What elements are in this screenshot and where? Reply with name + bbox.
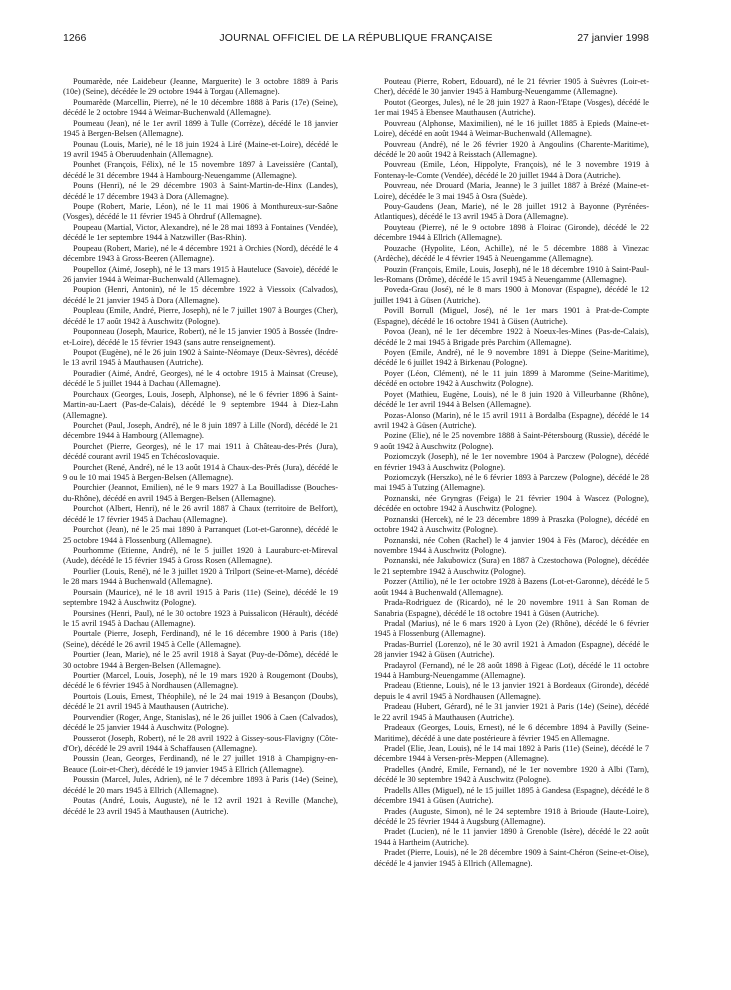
death-record-entry: Pozine (Elie), né le 25 novembre 1888 à Saint-Pétersbourg (Russie), décédé le 9 août 1942 à Auschwitz (Pologne). [374,431,649,451]
journal-title: JOURNAL OFFICIEL DE LA RÉPUBLIQUE FRANÇAISE [219,32,493,44]
death-record-entry: Poveda-Grau (José), né le 8 mars 1900 à Monovar (Espagne), décédé le 12 juillet 1941 à Güsen (Autriche). [374,285,649,305]
death-record-entry: Pouns (Henri), né le 29 décembre 1903 à Saint-Martin-de-Hinx (Landes), décédé le 17 décembre 1943 à Dora (Allemagne). [63,181,338,201]
page-number: 1266 [63,32,87,44]
death-record-entry: Pouzache (Hypolite, Léon, Achille), né le 5 décembre 1888 à Vinezac (Ardèche), décédé le 4 février 1945 à Neuengamme (Allemagne). [374,243,649,264]
death-record-entry: Pozas-Alonso (Marin), né le 15 avril 1911 à Bordalba (Espagne), décédé le 14 avril 1942 à Güsen (Autriche). [374,410,649,430]
death-record-entry: Pouyteau (Pierre), né le 9 octobre 1898 à Floirac (Gironde), décédé le 22 décembre 1944 à Ellrich (Allemagne). [374,222,649,243]
death-record-entry: Prades (Auguste, Simon), né le 24 septembre 1918 à Brioude (Haute-Loire), décédé le 25 février 1944 à Augsburg (Allemagne). [374,806,649,826]
page-header [63,32,649,48]
right-column [374,77,649,869]
death-record-entry: Poumarède (Marcellin, Pierre), né le 10 décembre 1888 à Paris (17e) (Seine), décédé le 2 octobre 1944 à Weimar-Buchenwald (Allemagne). [63,97,338,118]
death-record-entry: Poziomczyk (Joseph), né le 1er novembre 1904 à Parczew (Pologne), décédé en février 1943 à Auschwitz (Pologne). [374,452,649,472]
death-record-entry: Pounhet (François, Félix), né le 15 novembre 1897 à Laveissière (Cantal), décédé le 31 décembre 1944 à Hambourg-Neuengamme (Allemagne). [63,160,338,180]
death-record-entry: Poupion (Henri, Antonin), né le 15 décembre 1922 à Viessoix (Calvados), décédé le 21 janvier 1945 à Dora (Allemagne). [63,285,338,305]
death-record-entry: Pouzin (François, Emile, Louis, Joseph), né le 18 décembre 1910 à Saint-Paul-les-Romans (Drôme), décédé le 15 avril 1945 à Neuengamme (Allemagne). [374,264,649,285]
death-record-entry: Pousserot (Joseph, Robert), né le 28 avril 1922 à Gissey-sous-Flavigny (Côte-d'Or), décédé le 29 avril 1944 à Schaffausen (Allemagne). [63,733,338,753]
death-record-entry: Pouteau (Pierre, Robert, Edouard), né le 21 février 1905 à Suèvres (Loir-et-Cher), décédé le 30 janvier 1945 à Hamburg-Neuengamme (Allemagne). [374,77,649,97]
death-record-entry: Pouponneau (Joseph, Maurice, Robert), né le 15 janvier 1905 à Bossée (Indre-et-Loire), décédé le 15 février 1943 (sans autre renseignement). [63,327,338,347]
death-record-entry: Poussin (Marcel, Jules, Adrien), né le 7 décembre 1893 à Paris (14e) (Seine), décédé le 20 mars 1945 à Ellrich (Allemagne). [63,775,338,795]
death-record-entry: Pounau (Louis, Marie), né le 18 juin 1924 à Liré (Maine-et-Loire), décédé le 19 avril 1945 à Oberuudenhain (Allemagne). [63,139,338,159]
death-record-entry: Pourlier (Louis, René), né le 3 juillet 1920 à Trilport (Seine-et-Marne), décédé le 28 mars 1944 à Buchenwald (Allemagne). [63,566,338,587]
death-record-entry: Pradel (Elie, Jean, Louis), né le 14 mai 1892 à Paris (11e) (Seine), décédé le 7 décembre 1944 à Versen-près-Meppen (Allemagne). [374,744,649,764]
death-record-entry: Pradells Alles (Miguel), né le 15 juillet 1895 à Gandesa (Espagne), décédé le 8 décembre 1941 à Güsen (Autriche). [374,785,649,806]
death-record-entry: Pradeau (Hubert, Gérard), né le 31 janvier 1921 à Paris (14e) (Seine), décédé le 22 avril 1945 à Mauthausen (Autriche). [374,702,649,722]
death-record-entry: Pouy-Gaudens (Jean, Marie), né le 28 juillet 1912 à Bayonne (Pyrénées-Atlantiques), décédé le 13 avril 1945 à Dora (Allemagne). [374,202,649,222]
death-record-entry: Prada-Rodriguez de (Ricardo), né le 20 novembre 1911 à San Roman de Sanabria (Espagne), décédé le 18 octobre 1941 à Güsen (Autriche). [374,598,649,618]
death-record-entry: Povoa (Jean), né le 1er décembre 1922 à Noeux-les-Mines (Pas-de-Calais), décédé le 2 mai 1945 à Brigade près Parchim (Allemagne). [374,327,649,347]
death-record-entry: Poumeau (Jean), né le 1er avril 1899 à Tulle (Corrèze), décédé le 18 janvier 1945 à Bergen-Belsen (Allemagne). [63,118,338,139]
death-record-entry: Pourtier (Jean, Marie), né le 25 avril 1918 à Sayat (Puy-de-Dôme), décédé le 30 octobre 1944 à Bergen-Belsen (Allemagne). [63,650,338,670]
death-record-entry: Pouvreau (Alphonse, Maximilien), né le 16 juillet 1885 à Epieds (Maine-et-Loire), décédé en août 1944 à Weimar-Buchenwald (Allemagne). [374,118,649,139]
death-record-entry: Pradet (Lucien), né le 11 janvier 1890 à Grenoble (Isère), décédé le 22 août 1944 à Hartheim (Autriche). [374,827,649,847]
death-record-entry: Pouvreau (André), né le 26 février 1920 à Angoulins (Charente-Maritime), décédé le 20 août 1942 à Reisstach (Allemagne). [374,139,649,159]
death-record-entry: Pourtale (Pierre, Joseph, Ferdinand), né le 16 décembre 1900 à Paris (18e) (Seine), décédé le 26 avril 1945 à Celle (Allemagne). [63,629,338,649]
death-record-entry: Pradelles (André, Emile, Fernand), né le 1er novembre 1920 à Albi (Tarn), décédé le 30 septembre 1942 à Auschwitz (Pologne). [374,764,649,785]
death-record-entry: Pourchet (Pierre, Georges), né le 17 mai 1911 à Château-des-Prés (Jura), décédé courant avril 1945 en Tchécoslovaquie. [63,441,338,462]
death-record-entry: Pradas-Burriel (Lorenzo), né le 30 avril 1921 à Amadon (Espagne), décédé le 28 janvier 1942 à Güsen (Autriche). [374,639,649,660]
death-record-entry: Poupleau (Emile, André, Pierre, Joseph), né le 7 juillet 1907 à Bourges (Cher), décédé le 17 août 1942 à Auschwitz (Pologne). [63,306,338,326]
death-record-entry: Poziomczyk (Herszko), né le 6 février 1893 à Parczew (Pologne), décédé le 28 mai 1945 à Tutzing (Allemagne). [374,473,649,493]
death-record-entry: Poutot (Georges, Jules), né le 28 juin 1927 à Raon-l'Etape (Vosges), décédé le 1er mai 1945 à Ebensee Mauthausen (Autriche). [374,97,649,118]
death-record-entry: Poyer (Léon, Clément), né le 11 juin 1899 à Maromme (Seine-Maritime), décédé en octobre 1942 à Auschwitz (Pologne). [374,368,649,389]
death-record-entry: Pradet (Pierre, Louis), né le 28 décembre 1909 à Saint-Chéron (Seine-et-Oise), décédé le 4 janvier 1945 à Ellrich (Allemagne). [374,848,649,868]
death-record-entry: Poyet (Mathieu, Eugène, Louis), né le 8 juin 1920 à Villeurbanne (Rhône), décédé le 1er avril 1944 à Belsen (Allemagne). [374,389,649,410]
death-record-entry: Pourtier (Marcel, Louis, Joseph), né le 19 mars 1920 à Rougemont (Doubs), décédé le 6 février 1945 à Nordhausen (Allemagne). [63,671,338,691]
death-record-entry: Povill Borrull (Miguel, José), né le 1er mars 1901 à Prat-de-Compte (Espagne), décédé le 16 octobre 1941 à Güsen (Autriche). [374,306,649,326]
death-record-entry: Poumarède, née Laidebeur (Jeanne, Marguerite) le 3 octobre 1889 à Paris (10e) (Seine), décédée le 29 octobre 1944 à Torgau (Allemagne). [63,77,338,97]
death-record-entry: Pouvreau, née Drouard (Maria, Jeanne) le 3 juillet 1887 à Brézé (Maine-et-Loire), décédée le 3 mai 1945 à Osra (Suède). [374,181,649,201]
death-record-entry: Pradeaux (Georges, Louis, Ernest), né le 6 décembre 1894 à Pavilly (Seine-Maritime), décédé à une date postérieure à février 1945 en Allemagne. [374,723,649,743]
death-record-entry: Pourhomme (Etienne, André), né le 5 juillet 1920 à Lauraburc-et-Mireval (Aude), décédé le 15 février 1945 à Gross Rosen (Allemagne). [63,545,338,566]
death-record-entry: Pradal (Marius), né le 6 mars 1920 à Lyon (2e) (Rhône), décédé le 6 février 1945 à Flossenburg (Allemagne). [374,618,649,639]
death-record-entry: Pourchier (Jeannot, Emilien), né le 9 mars 1927 à La Bouilladisse (Bouches-du-Rhône), décédé en avril 1945 à Bergen-Belsen (Allemagne). [63,483,338,503]
death-record-entry: Pourvendier (Roger, Ange, Stanislas), né le 26 juillet 1906 à Caen (Calvados), décédé le 25 janvier 1944 à Auschwitz (Pologne). [63,712,338,733]
left-column [63,77,338,817]
death-record-entry: Poupot (Eugène), né le 26 juin 1902 à Sainte-Néomaye (Deux-Sèvres), décédé le 13 avril 1945 à Mauthausen (Autriche). [63,347,338,368]
death-record-entry: Poursines (Henri, Paul), né le 30 octobre 1923 à Puissalicon (Hérault), décédé le 15 avril 1945 à Dachau (Allemagne). [63,608,338,628]
death-record-entry: Poyen (Emile, André), né le 9 novembre 1891 à Dieppe (Seine-Maritime), décédé le 6 juillet 1942 à Birkenau (Pologne). [374,347,649,368]
death-record-entry: Pouradier (Aimé, André, Georges), né le 4 octobre 1915 à Mainsat (Creuse), décédé le 5 juillet 1944 à Dachau (Allemagne). [63,368,338,389]
death-record-entry: Pradayrol (Fernand), né le 28 août 1898 à Figeac (Lot), décédé le 11 octobre 1944 à Hamburg-Neuengamme (Allemagne). [374,660,649,681]
death-record-entry: Pozzer (Attilio), né le 1er octobre 1928 à Bazens (Lot-et-Garonne), décédé le 5 août 1944 à Buchenwald (Allemagne). [374,577,649,597]
death-record-entry: Poupelloz (Aimé, Joseph), né le 13 mars 1915 à Hauteluce (Savoie), décédé le 26 janvier 1944 à Weimar-Buchenwald (Allemagne). [63,264,338,285]
death-record-entry: Poznanski, née Cohen (Rachel) le 4 janvier 1904 à Fès (Maroc), décédée en novembre 1944 à Auschwitz (Pologne). [374,535,649,555]
death-record-entry: Poznanski (Hercek), né le 23 décembre 1899 à Praszka (Pologne), décédé en octobre 1942 à Auschwitz (Pologne). [374,514,649,535]
death-record-entry: Poupe (Robert, Marie, Léon), né le 11 mai 1906 à Monthureux-sur-Saône (Vosges), décédé le 11 février 1945 à Ohrdruf (Allemagne). [63,202,338,222]
death-record-entry: Pourchot (Jean), né le 25 mai 1890 à Parranquet (Lot-et-Garonne), décédé le 25 octobre 1944 à Flossenburg (Allemagne). [63,525,338,545]
death-record-entry: Poupeau (Robert, Marie), né le 4 décembre 1921 à Orchies (Nord), décédé le 4 décembre 1943 à Gross-Beeren (Allemagne). [63,243,338,264]
death-record-entry: Poznanski, née Jakubowicz (Sura) en 1887 à Czestochowa (Pologne), décédée le 21 septembre 1942 à Auschwitz (Pologne). [374,556,649,576]
death-record-entry: Poursain (Maurice), né le 18 avril 1915 à Paris (11e) (Seine), décédé le 19 septembre 1942 à Auschwitz (Pologne). [63,587,338,608]
death-record-entry: Poussin (Jean, Georges, Ferdinand), né le 27 juillet 1918 à Champigny-en-Beauce (Loir-et-Cher), décédé le 19 janvier 1945 à Ellrich (Allemagne). [63,754,338,774]
death-record-entry: Pouvreau (Emile, Léon, Hippolyte, François), né le 3 novembre 1919 à Fontenay-le-Comte (Vendée), décédé le 20 juillet 1944 à Dora (Autriche). [374,160,649,180]
death-record-entry: Poutas (André, Louis, Auguste), né le 12 avril 1921 à Reville (Manche), décédé le 23 avril 1945 à Mauthausen (Autriche). [63,796,338,816]
death-record-entry: Pourchaux (Georges, Louis, Joseph, Alphonse), né le 6 février 1896 à Saint-Martin-au-Laert (Pas-de-Calais), décédé le 9 septembre 1944 à Diez-Lahn (Allemagne). [63,389,338,420]
death-record-entry: Pourchet (René, André), né le 13 août 1914 à Chaux-des-Prés (Jura), décédé le 9 ou le 10 mai 1945 à Bergen-Belsen (Allemagne). [63,462,338,483]
death-record-entry: Pourchet (Paul, Joseph, André), né le 8 juin 1897 à Lille (Nord), décédé le 21 décembre 1944 à Hambourg (Allemagne). [63,420,338,441]
death-record-entry: Pourtois (Louis, Ernest, Théophile), né le 24 mai 1919 à Besançon (Doubs), décédé le 21 avril 1945 à Mauthausen (Autriche). [63,691,338,712]
death-record-entry: Pradeau (Etienne, Louis), né le 13 janvier 1921 à Bordeaux (Gironde), décédé depuis le 4 avril 1945 à Nordhausen (Allemagne). [374,681,649,701]
death-record-entry: Poupeau (Martial, Victor, Alexandre), né le 28 mai 1893 à Fontaines (Vendée), décédé le 1er septembre 1944 à Natzwiller (Bas-Rhin). [63,222,338,243]
death-record-entry: Pourchot (Albert, Henri), né le 26 avril 1887 à Chaux (territoire de Belfort), décédé le 17 février 1945 à Dachau (Allemagne). [63,504,338,524]
death-record-entry: Poznanski, née Gryngras (Feiga) le 21 février 1904 à Wascez (Pologne), décédée en octobre 1942 à Auschwitz (Pologne). [374,493,649,514]
publication-date: 27 janvier 1998 [577,32,649,44]
